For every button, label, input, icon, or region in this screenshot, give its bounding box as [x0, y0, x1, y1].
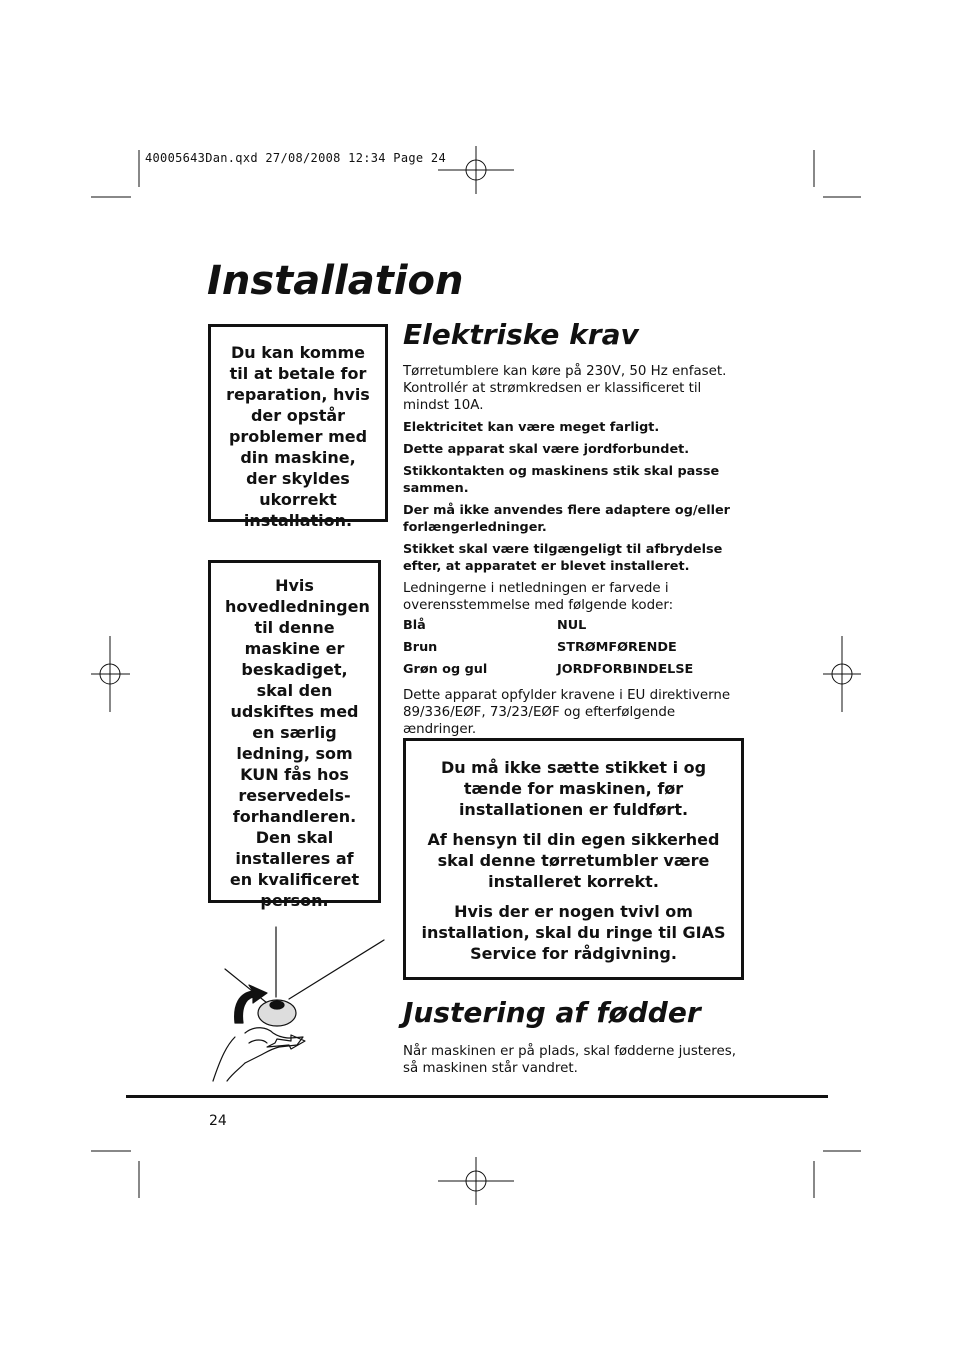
wire-meaning: JORDFORBINDELSE — [557, 662, 694, 677]
wire-meaning: NUL — [557, 618, 587, 633]
warning-text: Du kan komme til at betale for reparation, hvis der opstår problemer med din maskine, der skyldes ukorrekt installation. — [226, 343, 370, 530]
electrical-requirements — [403, 363, 748, 743]
safety-line: Af hensyn til din egen sikkerhed skal denne tørretumbler være installeret korrekt. — [427, 830, 720, 891]
safety-warning-box — [403, 738, 744, 980]
table-row — [403, 661, 748, 683]
wires-intro: Ledningerne i netledningen er farvede i overensstemmelse med følgende koder: — [403, 581, 674, 613]
warning-line: Stikket skal være tilgængeligt til afbrydelse efter, at apparatet er blevet installeret. — [403, 542, 723, 574]
section-heading-electrical: Elektriske krav — [403, 318, 639, 351]
crosshair-registration-icon — [823, 636, 861, 712]
page-number: 24 — [209, 1113, 227, 1129]
table-row — [403, 617, 748, 639]
warning-box-repair-cost — [208, 324, 388, 530]
warning-line: Dette apparat skal være jordforbundet. — [403, 442, 690, 457]
wire-color: Brun — [403, 640, 438, 655]
safety-line: Du må ikke sætte stikket i og tænde for maskinen, før installationen er fuldført. — [440, 758, 707, 819]
file-slug: 40005643Dan.qxd 27/08/2008 12:34 Page 24 — [145, 151, 446, 165]
wire-color: Grøn og gul — [403, 662, 488, 677]
wire-color: Blå — [403, 618, 426, 633]
crosshair-registration-icon — [91, 636, 130, 712]
feet-text: Når maskinen er på plads, skal fødderne justeres, så maskinen står vandret. — [403, 1044, 736, 1076]
warning-line: Elektricitet kan være meget farligt. — [403, 420, 660, 435]
warning-line: Stikkontakten og maskinens stik skal passe sammen. — [403, 464, 720, 496]
page-title: Installation — [207, 258, 464, 304]
wire-meaning: STRØMFØRENDE — [557, 640, 677, 655]
table-row — [403, 639, 748, 661]
safety-line: Hvis der er nogen tvivl om installation, skal du ringe til GIAS Service for rådgivning. — [421, 902, 726, 963]
section-heading-feet: Justering af fødder — [403, 996, 701, 1029]
wire-code-table — [403, 617, 748, 683]
warning-text: Hvis hovedledningen til denne maskine er beskadiget, skal den udskiftes med en særlig ledning, som KUN fås hos reservedels-forhandleren. Den skal installeres af en kvalificeret person. — [225, 576, 370, 910]
foot-adjust-hand-icon — [205, 925, 390, 1085]
warning-box-power-cord — [208, 560, 381, 910]
footer-rule — [126, 1095, 828, 1098]
crosshair-registration-icon — [438, 146, 514, 194]
crosshair-registration-icon — [438, 1157, 514, 1205]
electrical-intro: Tørretumblere kan køre på 230V, 50 Hz enfaset. Kontrollér at strømkredsen er klassificeret til mindst 10A. — [403, 364, 727, 413]
warning-line: Der må ikke anvendes flere adaptere og/eller forlængerledninger. — [403, 503, 730, 535]
compliance-text: Dette apparat opfylder kravene i EU direktiverne 89/336/EØF, 73/23/EØF og efterfølgende ændringer. — [403, 688, 731, 737]
